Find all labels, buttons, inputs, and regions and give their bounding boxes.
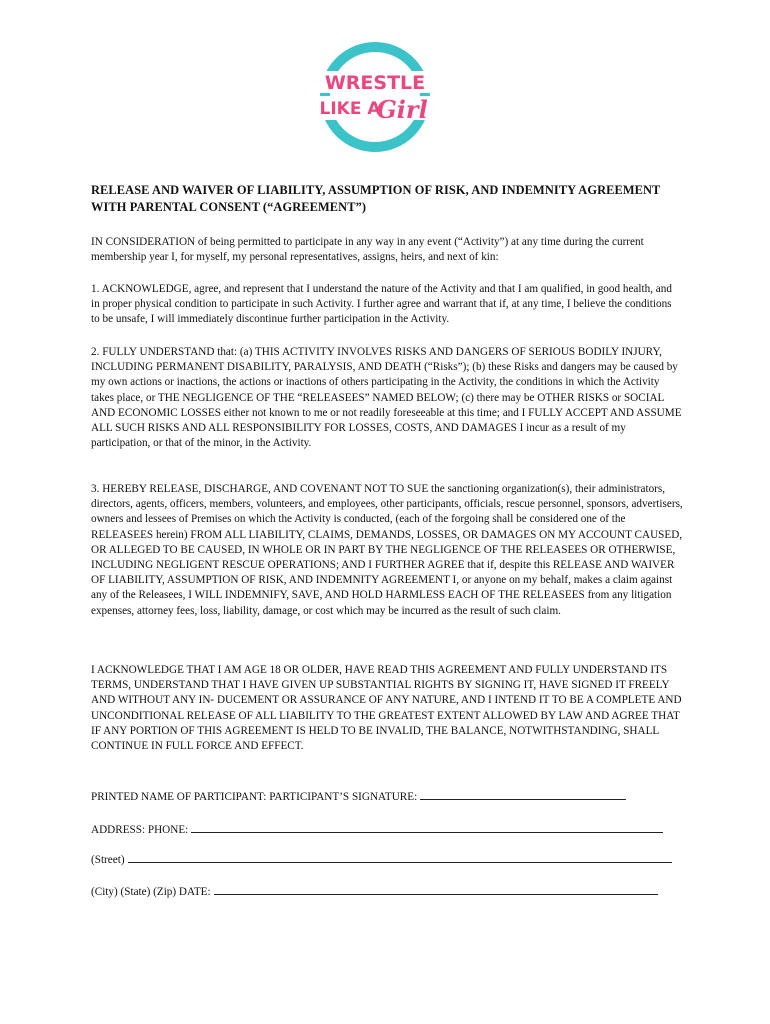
- release-paragraph: 3. HEREBY RELEASE, DISCHARGE, AND COVENANT NOT TO SUE the sanctioning organization(s), their administrators, directors, agents, officers, members, volunteers, and employees, other participants, officials, rescue personnel, sponsors, advertisers, owners and lessees of Premises on which the Activity is conducted, (each of the forgoing shall be considered one of the RELEASEES herein) FROM ALL LIABILITY, CLAIMS, DEMANDS, LOSSES, OR DAMAGES ON MY ACCOUNT CAUSED, OR ALLEGED TO BE CAUSED, IN WHOLE OR IN PART BY THE NEGLIGENCE OF THE RELEASEES OR OTHERWISE, INCLUDING NEGLIGENT RESCUE OPERATIONS; AND I FURTHER AGREE that if, despite this RELEASE AND WAIVER OF LIABILITY, ASSUMPTION OF RISK, AND INDEMNITY AGREEMENT I, or anyone on my behalf, makes a claim against any of the Releasees, I WILL INDEMNIFY, SAVE, AND HOLD HARMLESS EACH OF THE RELEASEES from any litigation expenses, attorney fees, loss, liability, damage, or cost which may be incurred as the result of such claim.: [91, 483, 683, 617]
- document-title: RELEASE AND WAIVER OF LIABILITY, ASSUMPTION OF RISK, AND INDEMNITY AGREEMENT WITH PARENTAL CONSENT (“AGREEMENT”): [91, 183, 661, 214]
- city-state-zip-date-label: (City) (State) (Zip) DATE:: [91, 886, 211, 898]
- street-label: (Street): [91, 854, 125, 866]
- street-field: [91, 852, 691, 868]
- logo-graphic: [312, 42, 438, 152]
- city-state-zip-date-line[interactable]: [214, 884, 658, 895]
- signature-line[interactable]: [420, 789, 626, 800]
- city-state-zip-date-field: [91, 884, 691, 900]
- printed-name-signature-field: [91, 789, 691, 805]
- acknowledge-paragraph: 1. ACKNOWLEDGE, agree, and represent that I understand the nature of the Activity and that I am qualified, in good health, and in proper physical condition to participate in such Activity. I further agree and warrant that if, at any time, I believe the conditions to be unsafe, I will immediately discontinue further participation in the Activity.: [91, 283, 672, 326]
- logo-script-word: Girl: [376, 95, 428, 124]
- logo-line1: WRESTLE: [324, 72, 426, 94]
- printed-name-label: PRINTED NAME OF PARTICIPANT: PARTICIPANT’S SIGNATURE:: [91, 791, 418, 803]
- consideration-paragraph: IN CONSIDERATION of being permitted to participate in any way in any event (“Activity”) at any time during the current membership year I, for myself, my personal representatives, assigns, heirs, and next of kin:: [91, 236, 644, 264]
- understand-paragraph: 2. FULLY UNDERSTAND that: (a) THIS ACTIVITY INVOLVES RISKS AND DANGERS OF SERIOUS BODILY INJURY, INCLUDING PERMANENT DISABILITY, PARALYSIS, AND DEATH (“Risks”); (b) these Risks and dangers may be caused by my own actions or inactions, the actions or inactions of others participating in the Activity, the conditions in which the Activity takes place, or THE NEGLIGENCE OF THE “RELEASEES” NAMED BELOW; (c) there may be OTHER RISKS or SOCIAL AND ECONOMIC LOSSES either not known to me or not readily foreseeable at this time; and I FULLY ACCEPT AND ASSUME ALL SUCH RISKS AND ALL RESPONSIBILITY FOR LOSSES, COSTS, AND DAMAGES I incur as a result of my participation, or that of the minor, in the Activity.: [91, 346, 682, 450]
- wrestle-like-a-girl-logo: [312, 42, 438, 152]
- street-line[interactable]: [128, 852, 672, 863]
- address-phone-field: [91, 822, 691, 838]
- address-phone-line[interactable]: [191, 822, 663, 833]
- address-phone-label: ADDRESS: PHONE:: [91, 824, 189, 836]
- acknowledgement-paragraph: I ACKNOWLEDGE THAT I AM AGE 18 OR OLDER, HAVE READ THIS AGREEMENT AND FULLY UNDERSTAND ITS TERMS, UNDERSTAND THAT I HAVE GIVEN UP SUBSTANTIAL RIGHTS BY SIGNING IT, HAVE SIGNED IT FREELY AND WITHOUT ANY IN- DUCEMENT OR ASSURANCE OF ANY NATURE, AND I INTEND IT TO BE A COMPLETE AND UNCONDITIONAL RELEASE OF ALL LIABILITY TO THE GREATEST EXTENT ALLOWED BY LAW AND AGREE THAT IF ANY PORTION OF THIS AGREEMENT IS HELD TO BE INVALID, THE BALANCE, NOTWITHSTANDING, SHALL CONTINUE IN FULL FORCE AND EFFECT.: [91, 664, 682, 753]
- logo-line2: LIKE A: [319, 99, 381, 119]
